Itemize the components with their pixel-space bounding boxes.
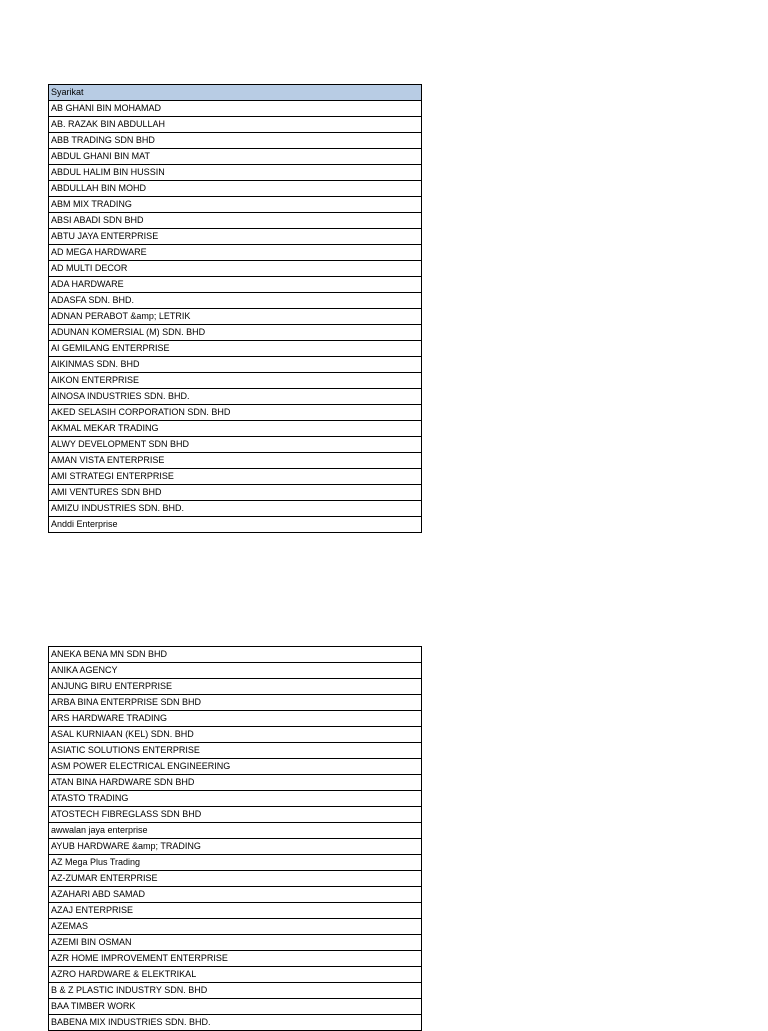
company-name-cell: AZAHARI ABD SAMAD <box>49 887 422 903</box>
company-name-cell: ALWY DEVELOPMENT SDN BHD <box>49 437 422 453</box>
column-header-syarikat: Syarikat <box>49 85 422 101</box>
table-row <box>49 469 422 485</box>
table-row <box>49 887 422 903</box>
table-row <box>49 485 422 501</box>
table-row <box>49 133 422 149</box>
table-row <box>49 855 422 871</box>
table-row <box>49 727 422 743</box>
company-name-cell: ADUNAN KOMERSIAL (M) SDN. BHD <box>49 325 422 341</box>
company-table-1-body <box>49 85 422 533</box>
company-name-cell: ATOSTECH FIBREGLASS SDN BHD <box>49 807 422 823</box>
table-row <box>49 197 422 213</box>
table-row <box>49 775 422 791</box>
company-name-cell: ABM MIX TRADING <box>49 197 422 213</box>
table-row <box>49 919 422 935</box>
company-name-cell: AZEMAS <box>49 919 422 935</box>
company-name-cell: B & Z PLASTIC INDUSTRY SDN. BHD <box>49 983 422 999</box>
table-row <box>49 341 422 357</box>
table-row <box>49 759 422 775</box>
company-table-1 <box>48 84 422 533</box>
company-name-cell: AIKON ENTERPRISE <box>49 373 422 389</box>
company-name-cell: Anddi Enterprise <box>49 517 422 533</box>
company-name-cell: AIKINMAS SDN. BHD <box>49 357 422 373</box>
company-table-2 <box>48 646 422 1031</box>
company-name-cell: AB. RAZAK BIN ABDULLAH <box>49 117 422 133</box>
table-row <box>49 517 422 533</box>
company-name-cell: AMI VENTURES SDN BHD <box>49 485 422 501</box>
company-name-cell: AKMAL MEKAR TRADING <box>49 421 422 437</box>
company-name-cell: ARS HARDWARE TRADING <box>49 711 422 727</box>
table-row <box>49 711 422 727</box>
company-name-cell: ASIATIC SOLUTIONS ENTERPRISE <box>49 743 422 759</box>
company-name-cell: ANEKA BENA MN SDN BHD <box>49 647 422 663</box>
company-name-cell: AMI STRATEGI ENTERPRISE <box>49 469 422 485</box>
company-name-cell: ANIKA AGENCY <box>49 663 422 679</box>
table-row <box>49 325 422 341</box>
table-row <box>49 1015 422 1031</box>
company-name-cell: ABB TRADING SDN BHD <box>49 133 422 149</box>
company-name-cell: ABDUL GHANI BIN MAT <box>49 149 422 165</box>
company-name-cell: ASAL KURNIAAN (KEL) SDN. BHD <box>49 727 422 743</box>
table-row <box>49 181 422 197</box>
company-name-cell: ABDUL HALIM BIN HUSSIN <box>49 165 422 181</box>
company-name-cell: BAA TIMBER WORK <box>49 999 422 1015</box>
company-table-2-body <box>49 647 422 1031</box>
company-name-cell: AZRO HARDWARE & ELEKTRIKAL <box>49 967 422 983</box>
company-name-cell: ASM POWER ELECTRICAL ENGINEERING <box>49 759 422 775</box>
table-row <box>49 695 422 711</box>
table-row <box>49 999 422 1015</box>
company-name-cell: ADASFA SDN. BHD. <box>49 293 422 309</box>
table-row <box>49 967 422 983</box>
table-row <box>49 293 422 309</box>
table-row <box>49 389 422 405</box>
table-row <box>49 807 422 823</box>
table-row <box>49 679 422 695</box>
table-row <box>49 245 422 261</box>
company-name-cell: ABDULLAH BIN MOHD <box>49 181 422 197</box>
company-name-cell: ABSI ABADI SDN BHD <box>49 213 422 229</box>
table-row <box>49 823 422 839</box>
table-row <box>49 405 422 421</box>
company-name-cell: AZR HOME IMPROVEMENT ENTERPRISE <box>49 951 422 967</box>
table-row <box>49 261 422 277</box>
company-name-cell: AYUB HARDWARE &amp; TRADING <box>49 839 422 855</box>
company-name-cell: ATAN BINA HARDWARE SDN BHD <box>49 775 422 791</box>
table-row <box>49 101 422 117</box>
table-row <box>49 647 422 663</box>
table-row <box>49 149 422 165</box>
table-row <box>49 117 422 133</box>
table-row <box>49 935 422 951</box>
table-row <box>49 229 422 245</box>
table-row <box>49 791 422 807</box>
company-name-cell: AZ Mega Plus Trading <box>49 855 422 871</box>
company-name-cell: ANJUNG BIRU ENTERPRISE <box>49 679 422 695</box>
table-row <box>49 951 422 967</box>
company-name-cell: ADNAN PERABOT &amp; LETRIK <box>49 309 422 325</box>
company-name-cell: ABTU JAYA ENTERPRISE <box>49 229 422 245</box>
company-name-cell: AB GHANI BIN MOHAMAD <box>49 101 422 117</box>
company-name-cell: AZEMI BIN OSMAN <box>49 935 422 951</box>
company-name-cell: ARBA BINA ENTERPRISE SDN BHD <box>49 695 422 711</box>
table-row <box>49 453 422 469</box>
table-row <box>49 213 422 229</box>
company-name-cell: BABENA MIX INDUSTRIES SDN. BHD. <box>49 1015 422 1031</box>
table-row <box>49 373 422 389</box>
table-row <box>49 165 422 181</box>
table-row <box>49 277 422 293</box>
company-name-cell: AKED SELASIH CORPORATION SDN. BHD <box>49 405 422 421</box>
table-row <box>49 903 422 919</box>
company-name-cell: AMAN VISTA ENTERPRISE <box>49 453 422 469</box>
table-row <box>49 501 422 517</box>
company-name-cell: AZAJ ENTERPRISE <box>49 903 422 919</box>
table-row <box>49 309 422 325</box>
table-row <box>49 871 422 887</box>
table-row <box>49 421 422 437</box>
table-header-row <box>49 85 422 101</box>
company-name-cell: awwalan jaya enterprise <box>49 823 422 839</box>
table-row <box>49 437 422 453</box>
company-name-cell: AD MULTI DECOR <box>49 261 422 277</box>
company-name-cell: AD MEGA HARDWARE <box>49 245 422 261</box>
table-row <box>49 983 422 999</box>
company-name-cell: AINOSA INDUSTRIES SDN. BHD. <box>49 389 422 405</box>
table-row <box>49 839 422 855</box>
company-name-cell: AI GEMILANG ENTERPRISE <box>49 341 422 357</box>
table-row <box>49 357 422 373</box>
company-name-cell: AZ-ZUMAR ENTERPRISE <box>49 871 422 887</box>
company-name-cell: ATASTO TRADING <box>49 791 422 807</box>
company-name-cell: ADA HARDWARE <box>49 277 422 293</box>
company-name-cell: AMIZU INDUSTRIES SDN. BHD. <box>49 501 422 517</box>
table-row <box>49 743 422 759</box>
table-row <box>49 663 422 679</box>
